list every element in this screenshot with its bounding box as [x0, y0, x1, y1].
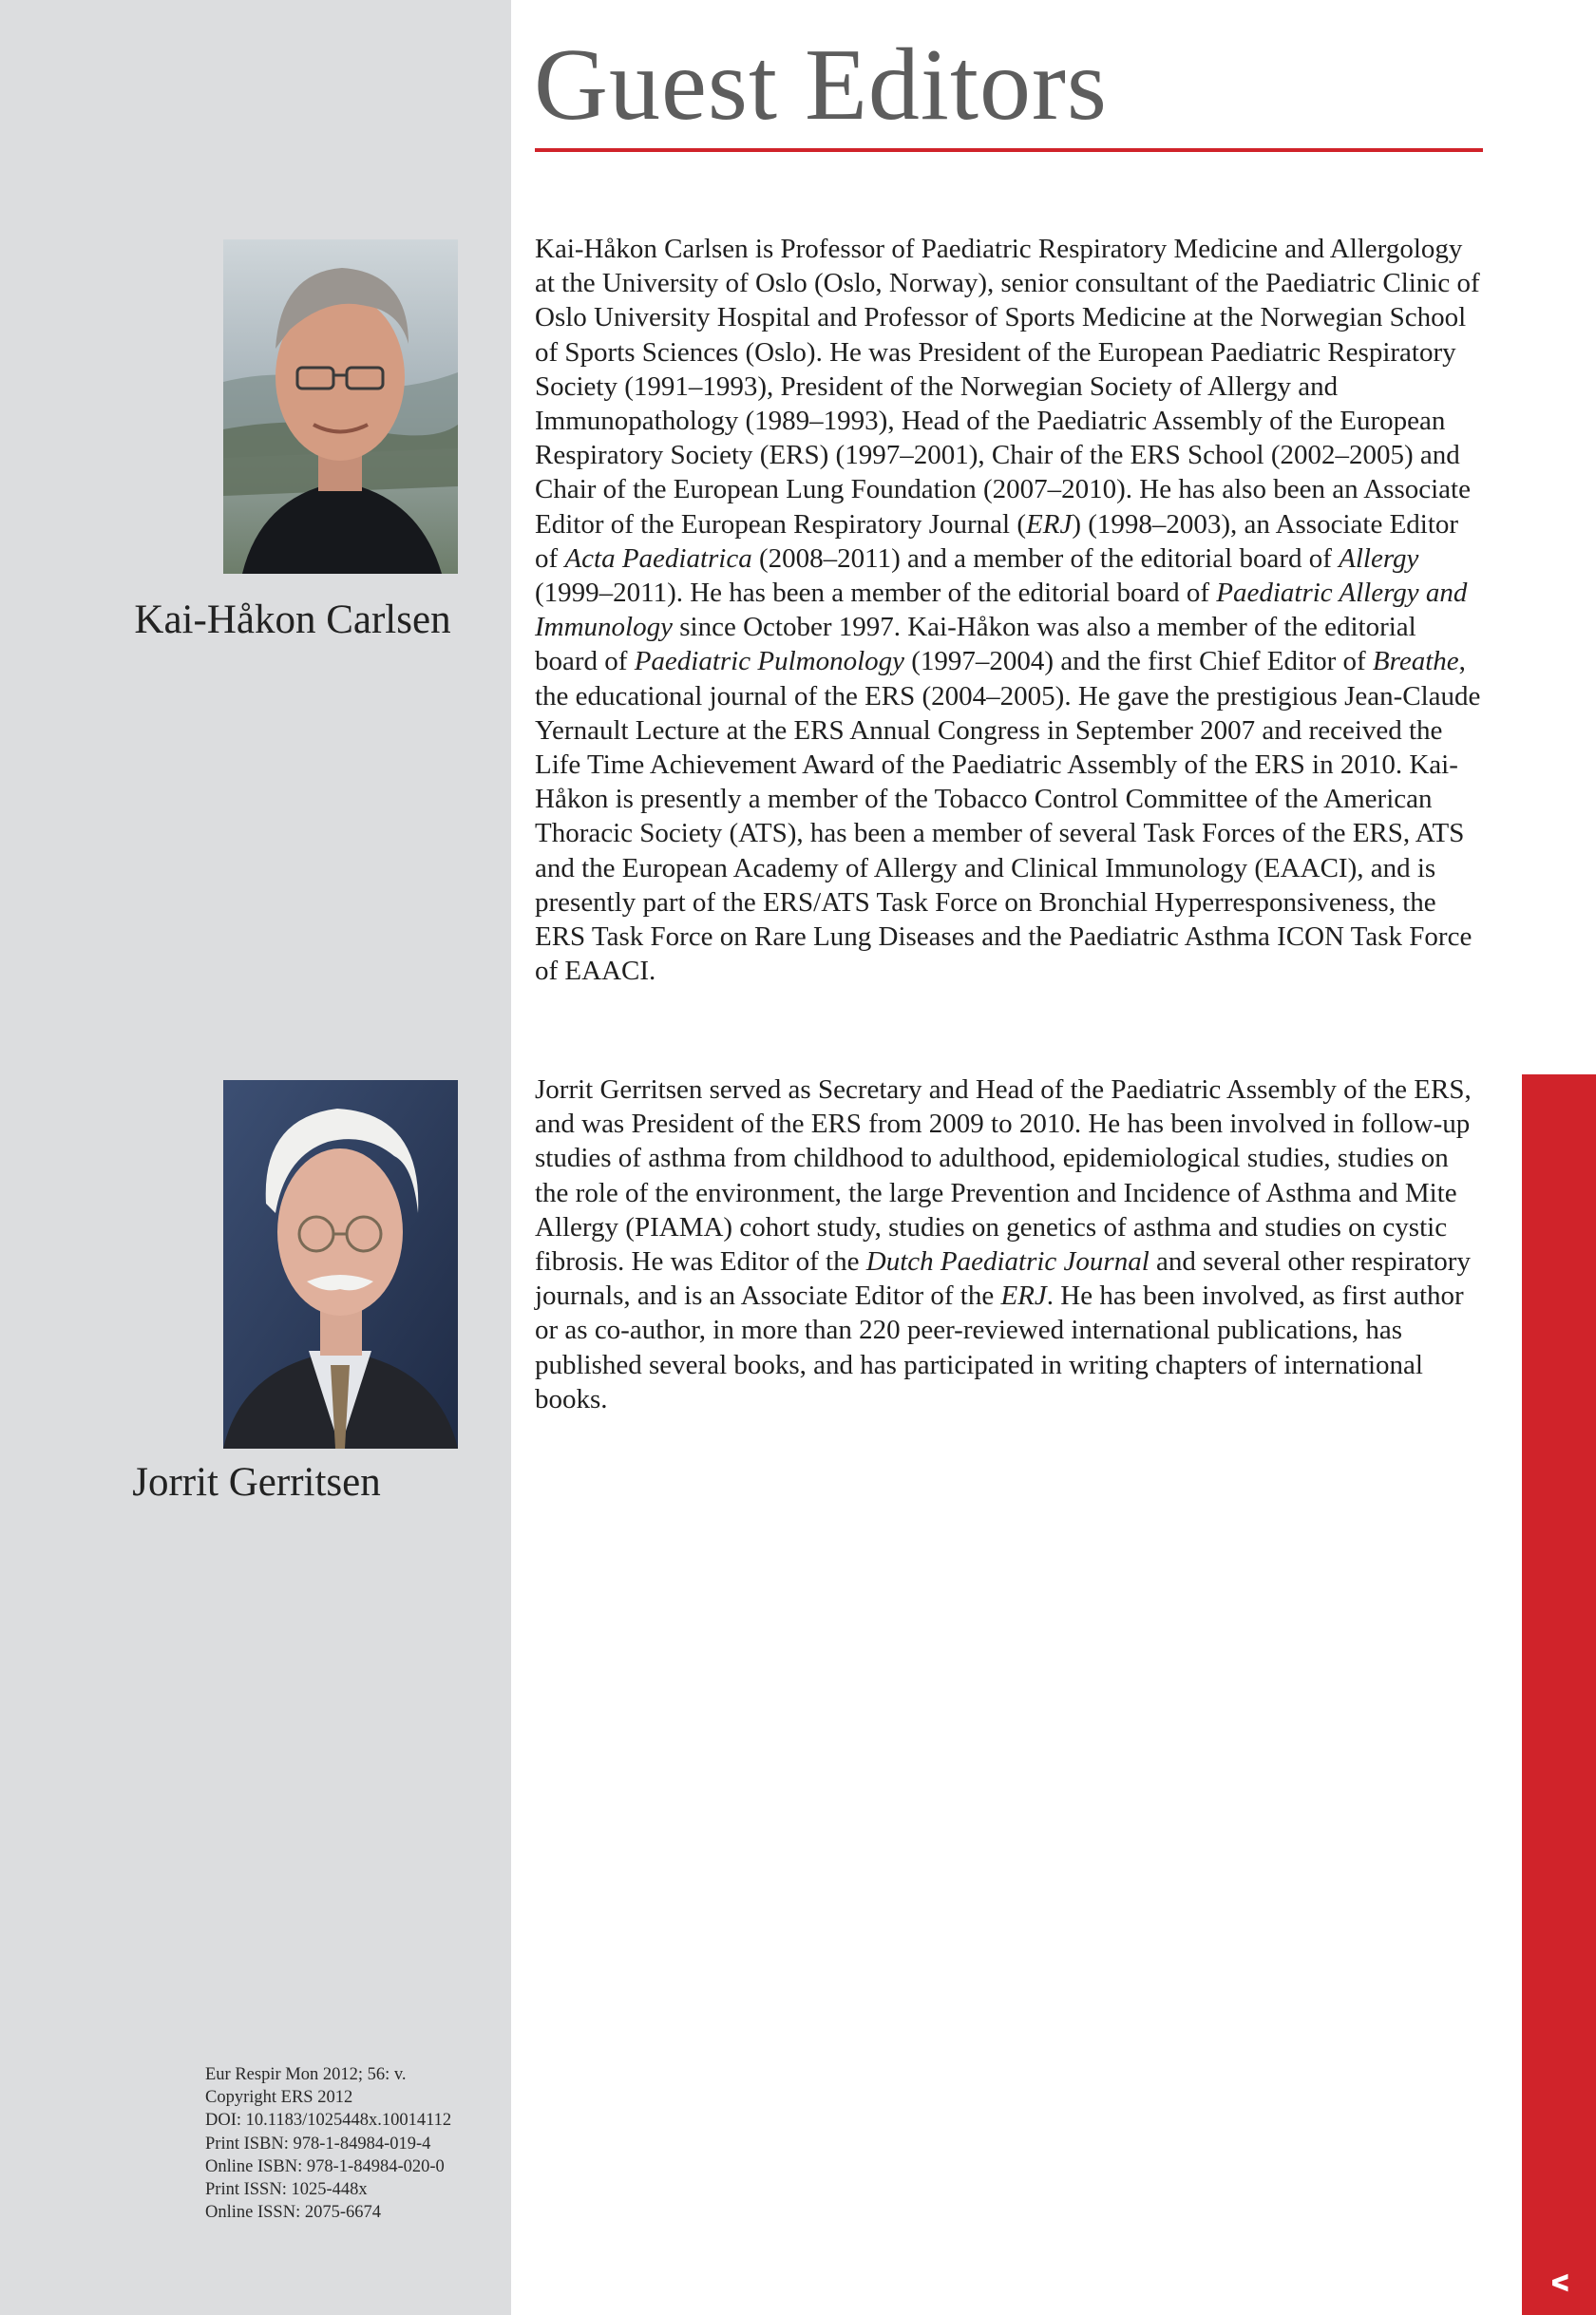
portrait-photo-icon [223, 239, 458, 574]
section-tab-bar [1522, 1074, 1596, 2315]
bio-text: (1997–2004) and the first Chief Editor of [904, 646, 1373, 677]
page-title: Guest Editors [534, 28, 1108, 142]
editor-name-carlsen: Kai-Håkon Carlsen [134, 598, 451, 642]
credit-print-isbn: Print ISBN: 978-1-84984-019-4 [205, 2134, 431, 2154]
credit-doi: DOI: 10.1183/1025448x.10014112 [205, 2111, 452, 2131]
editor-bio-gerritsen [535, 1072, 1485, 1416]
editor-bio-carlsen [535, 232, 1485, 988]
bio-text: , the educational journal of the ERS (2004–2005). He gave the prestigious Jean-Claude Yernault Lecture at the ERS Annual Congress in September 2007 and received the Life Time Achievement Award of the Paediatric Assembly of the ERS in 2010. Kai-Håkon is presently a member of the Tobacco Control Committee of the American Thoracic Society (ATS), has been a member of several Task Forces of the ERS, ATS and the European Academy of Allergy and Clinical Immunology (EAACI), and is presently part of the ERS/ATS Task Force on Bronchial Hyperresponsiveness, the ERS Task Force on Rare Lung Diseases and the Paediatric Asthma ICON Task Force of EAACI. [535, 646, 1481, 987]
bio-italic-text: Dutch Paediatric Journal [865, 1246, 1150, 1278]
credit-online-isbn: Online ISBN: 978-1-84984-020-0 [205, 2156, 445, 2176]
bio-italic-text: Breathe [1372, 646, 1459, 677]
credit-online-issn: Online ISSN: 2075-6674 [205, 2203, 381, 2223]
bio-text: . He has been involved, as first author or as co-author, in more than 220 peer-reviewed international publications, has published several books, and has participated in writing chapters of international books. [535, 1281, 1464, 1414]
bio-text: ) (1998–2003), an Associate Editor of [535, 508, 1459, 574]
bio-text: Jorrit Gerritsen served as Secretary and Head of the Paediatric Assembly of the ERS, and was President of the ERS from 2009 to 2010. He has been involved in follow-up studies of asthma from childhood to adulthood, epidemiological studies, studies on the role of the environment, the large Prevention and Incidence of Asthma and Mite Allergy (PIAMA) cohort study, studies on genetics of asthma and studies on cystic fibrosis. He was Editor of the [535, 1074, 1472, 1278]
bio-italic-text: Paediatric Pulmonology [634, 646, 904, 677]
portrait-photo-icon [223, 1080, 458, 1449]
title-divider [535, 148, 1483, 152]
publication-credits [205, 2063, 451, 2224]
bio-italic-text: ERJ [1000, 1281, 1047, 1312]
page-marker: v [1545, 2273, 1578, 2292]
bio-text: since October 1997. Kai-Håkon was also a member of the editorial board of [535, 612, 1416, 677]
bio-italic-text: Allergy [1339, 542, 1419, 574]
credit-citation: Eur Respir Mon 2012; 56: v. [205, 2065, 407, 2084]
credit-print-issn: Print ISSN: 1025-448x [205, 2180, 368, 2200]
bio-text: (1999–2011). He has been a member of the editorial board of [535, 578, 1217, 609]
bio-italic-text: Acta Paediatrica [564, 542, 752, 574]
credit-copyright: Copyright ERS 2012 [205, 2088, 353, 2108]
bio-italic-text: ERJ [1026, 508, 1073, 540]
bio-text: and several other respiratory journals, and is an Associate Editor of the [535, 1246, 1471, 1312]
editor-photo-gerritsen [223, 1080, 458, 1449]
bio-text: Kai-Håkon Carlsen is Professor of Paediatric Respiratory Medicine and Allergology at the University of Oslo (Oslo, Norway), senior consultant of the Paediatric Clinic of Oslo University Hospital and Professor of Sports Medicine at the Norwegian School of Sports Sciences (Oslo). He was President of the European Paediatric Respiratory Society (1991–1993), President of the Norwegian Society of Allergy and Immunopathology (1989–1993), Head of the Paediatric Assembly of the European Respiratory Society (ERS) (1997–2001), Chair of the ERS School (2002–2005) and Chair of the European Lung Foundation (2007–2010). He has also been an Associate Editor of the European Respiratory Journal ( [535, 234, 1480, 540]
bio-text: (2008–2011) and a member of the editorial board of [751, 542, 1340, 574]
editor-name-gerritsen: Jorrit Gerritsen [132, 1460, 381, 1505]
bio-italic-text: Paediatric Allergy and Immunology [535, 578, 1468, 643]
editor-photo-carlsen [223, 239, 458, 574]
